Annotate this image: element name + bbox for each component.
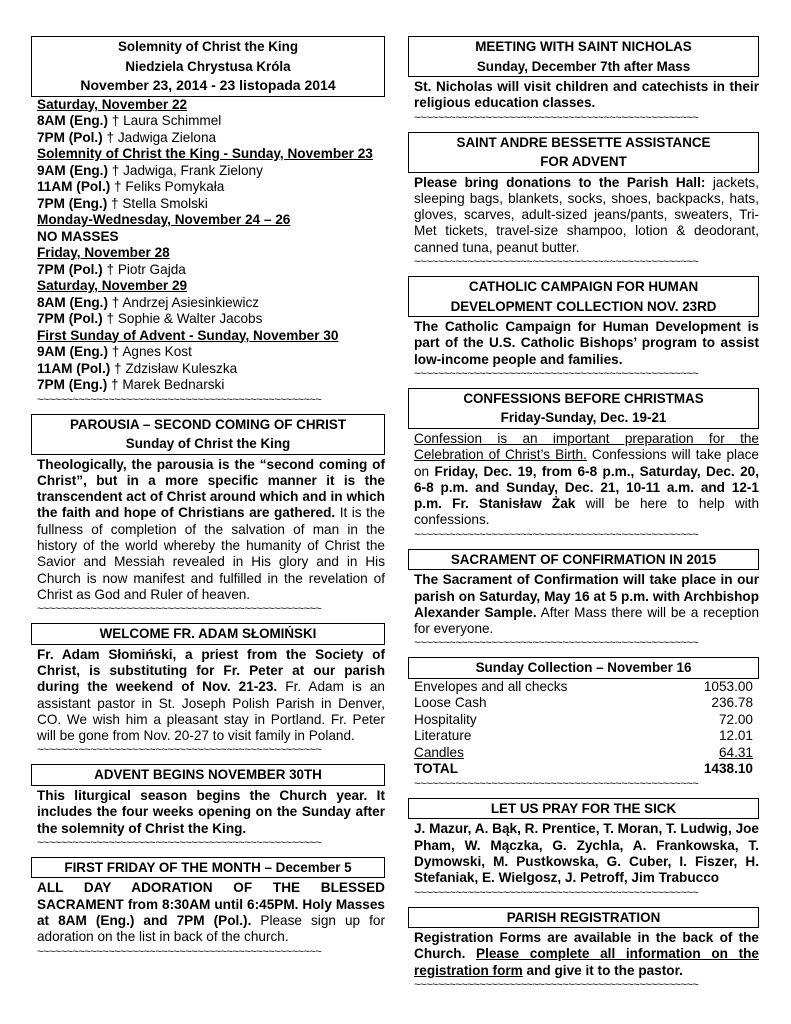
title-line-1: Solemnity of Christ the King [117,39,299,54]
nicholas-header [408,36,759,77]
schedule-day-heading: Monday-Wednesday, November 24 – 26 [37,212,291,227]
registration-bold-2: and give it to the pastor. [522,962,683,978]
mass-intention: † Jadwiga Zielona [102,129,217,145]
sick-bold: J. Mazur, A. Bąk, R. Prentice, T. Moran, T. Ludwig, Joe Pham, W. Mączka, G. Zychla, A. Frankowska, T. Dymowski, M. Pustkowska, G. Cuber, I. Fiszer, H. Stefaniak, E. Wielgosz, J. Petroff, Jim Trabucco [414,821,759,886]
schedule-mass [37,311,385,328]
confessions-bold: Friday, Dec. 19, from 6-8 p.m., Saturday, Dec. 20, 6-8 p.m. and Sunday, Dec. 21, 10-11 a.m. and 12-1 p.m. Fr. Stanisław Żak [414,463,760,512]
schedule-mass [37,295,385,312]
separator: ~~~~~~~~~~~~~~~~~~~~~~~~~~~~~~~~~~~~~~~~~~~~~~~~ [414,979,699,992]
registration-header [408,907,759,929]
parousia-text [37,457,385,604]
advent-header [31,764,385,786]
schedule-day-heading: First Sunday of Advent - Sunday, November 30 [37,327,339,343]
collection-row [408,728,759,745]
right-column [408,36,759,992]
title-line-3: November 23, 2014 - 23 listopada 2014 [80,77,336,93]
sick-header [408,798,759,820]
collection-total-label: TOTAL [414,761,459,777]
registration-bold-underlined: Please complete all information on the registration form [414,946,759,978]
collection-title: Sunday Collection – November 16 [475,660,692,676]
mass-intention: † Stella Smolski [107,195,208,211]
bessette-bold: Please bring donations to the Parish Hall: [414,174,706,190]
ccdh-text [414,319,759,368]
schedule-note: NO MASSES [37,228,119,244]
collection-amount: 1053.00 [703,678,753,694]
schedule-mass [37,377,385,394]
left-column [31,36,385,959]
schedule-day-heading: Saturday, November 29 [37,278,188,293]
separator: ~~~~~~~~~~~~~~~~~~~~~~~~~~~~~~~~~~~~~~~~~~~~~~~~ [414,637,699,650]
mass-time: 9AM (Eng.) [37,344,108,359]
parousia-normal: It is the fullness of completion of the salvation of man in the history of the world whereby the humanity of Christ the Savior and Messiah revealed in His glory and in His Church is now manifest and fulfilled in the revelation of Christ as God and Ruler of heaven. [37,505,385,602]
collection-label: Hospitality [414,711,477,727]
mass-time: 8AM (Eng.) [37,294,108,310]
collection-label: Loose Cash [414,695,487,711]
mass-time: 7PM (Pol.) [37,261,103,277]
nicholas-subtitle: Sunday, December 7th after Mass [476,58,691,74]
schedule-mass [37,179,385,196]
first-friday-bold: ALL DAY ADORATION OF THE BLESSED SACRAMENT from 8:30AM until 6:45PM. Holy Masses at 8AM (Eng.) and 7PM (Pol.). [37,880,385,928]
confessions-normal-2: will be here to help with confessions. [414,496,759,528]
collection-label: Envelopes and all checks [414,678,568,694]
confirmation-text [414,572,759,637]
ccdh-bold: The Catholic Campaign for Human Development is part of the U.S. Catholic Bishops’ program to assist low-income people and families. [414,319,759,367]
mass-intention: † Piotr Gajda [102,261,186,277]
ccdh-subtitle: DEVELOPMENT COLLECTION NOV. 23RD [450,298,717,314]
mass-intention: † Sophie & Walter Jacobs [102,311,263,326]
separator: ~~~~~~~~~~~~~~~~~~~~~~~~~~~~~~~~~~~~~~~~~~~~~~~~ [414,367,699,380]
registration-title: PARISH REGISTRATION [506,909,661,925]
schedule-mass [37,113,385,130]
separator: ~~~~~~~~~~~~~~~~~~~~~~~~~~~~~~~~~~~~~~~~~~~~~~~~ [37,393,322,406]
welcome-title: WELCOME FR. ADAM SŁOMIŃSKI [99,626,317,642]
welcome-header [31,623,385,645]
separator: ~~~~~~~~~~~~~~~~~~~~~~~~~~~~~~~~~~~~~~~~~~~~~~~~ [414,256,699,269]
mass-time: 11AM (Pol.) [37,360,111,376]
collection-row [408,679,759,696]
parousia-bold: Theologically, the parousia is the “second coming of Christ”, but in a more specific manner it is the transcendent act of Christ around which and in which the faith and hope of Christians are gathered. [37,456,385,521]
confessions-header [408,388,759,429]
confessions-subtitle: Friday-Sunday, Dec. 19-21 [500,410,667,426]
mass-intention: † Agnes Kost [107,344,192,359]
confirmation-bold: The Sacrament of Confirmation will take place in our parish on Saturday, May 16 at 5 p.m. with Archbishop Alexander Sample. [414,572,759,620]
collection-label: Literature [414,728,472,744]
registration-text [414,930,759,979]
bessette-subtitle: FOR ADVENT [540,154,627,170]
schedule-day-heading: Friday, November 28 [37,245,170,260]
separator: ~~~~~~~~~~~~~~~~~~~~~~~~~~~~~~~~~~~~~~~~~~~~~~~~ [414,528,699,541]
collection-row [408,712,759,729]
separator: ~~~~~~~~~~~~~~~~~~~~~~~~~~~~~~~~~~~~~~~~~~~~~~~~ [414,777,699,790]
mass-time: 7PM (Pol.) [37,311,103,326]
mass-intention: † Jadwiga, Frank Zielony [107,162,263,178]
bessette-text [414,175,759,256]
bessette-normal: jackets, sleeping bags, blankets, socks, shoes, backpacks, hats, gloves, scarves, adult-sized jeans/pants, sweaters, Tri-Met tickets, travel-size shampoo, lotion & deodorant, canned tuna, peanut butter. [414,174,759,255]
first-friday-normal: Please sign up for adoration on the list in back of the church. [37,912,385,945]
welcome-normal: Fr. Adam is an assistant pastor in St. Joseph Polish Parish in Denver, CO. We wish him a pleasant stay in Portland. Fr. Peter will be gone from Nov. 20-27 to visit family in Poland. [37,679,385,744]
parousia-title: PAROUSIA – SECOND COMING OF CHRIST [69,416,346,432]
collection-total-row [408,761,759,778]
collection-amount: 64.31 [718,744,753,760]
collection-amount: 72.00 [718,711,753,727]
confessions-normal-1: Confessions will take place on [414,447,759,479]
mass-intention: † Marek Bednarski [107,377,225,392]
first-friday-title: FIRST FRIDAY OF THE MONTH [64,859,261,875]
mass-time: 7PM (Pol.) [37,129,103,145]
registration-bold-1: Registration Forms are available in the back of the Church. [414,930,759,962]
mass-time: 11AM (Pol.) [37,179,111,194]
mass-time: 7PM (Eng.) [37,195,108,211]
mass-time: 9AM (Eng.) [37,162,108,178]
welcome-bold: Fr. Adam Słomiński, a priest from the Society of Christ, is substituting for Fr. Peter at our parish during the weekend of Nov. 21-23. [37,646,385,695]
mass-schedule [37,97,385,394]
confessions-underlined: Confession is an important preparation for the Celebration of Christ’s Birth. [414,430,759,463]
bessette-header [408,132,759,173]
mass-intention: † Andrzej Asiesinkiewicz [107,294,260,310]
separator: ~~~~~~~~~~~~~~~~~~~~~~~~~~~~~~~~~~~~~~~~~~~~~~~~ [414,886,699,899]
collection-amount: 12.01 [718,728,753,744]
sick-title: LET US PRAY FOR THE SICK [490,800,677,816]
advent-title: ADVENT BEGINS NOVEMBER 30TH [94,767,322,783]
first-friday-date: – December 5 [260,859,352,875]
ccdh-title: CATHOLIC CAMPAIGN FOR HUMAN [468,279,699,295]
collection-total-amount: 1438.10 [703,761,753,777]
confirmation-title: SACRAMENT OF CONFIRMATION IN 2015 [450,551,717,567]
advent-text [37,788,385,837]
parousia-header [31,414,385,455]
mass-time: 8AM (Eng.) [37,113,108,128]
ccdh-header [408,276,759,317]
separator: ~~~~~~~~~~~~~~~~~~~~~~~~~~~~~~~~~~~~~~~~~~~~~~~~ [414,111,699,124]
separator: ~~~~~~~~~~~~~~~~~~~~~~~~~~~~~~~~~~~~~~~~~~~~~~~~ [37,744,322,757]
schedule-mass [37,262,385,279]
first-friday-text [37,880,385,945]
schedule-mass [37,361,385,378]
confessions-title: CONFESSIONS BEFORE CHRISTMAS [463,390,704,406]
collection-row [408,745,759,762]
collection-header [408,657,759,679]
sick-text [414,821,759,886]
schedule-day-heading: Solemnity of Christ the King - Sunday, November 23 [37,146,373,161]
mass-intention: † Zdzisław Kuleszka [110,360,238,376]
parousia-subtitle: Sunday of Christ the King [125,436,291,451]
separator: ~~~~~~~~~~~~~~~~~~~~~~~~~~~~~~~~~~~~~~~~~~~~~~~~ [37,836,322,849]
schedule-mass [37,196,385,213]
schedule-day-heading: Saturday, November 22 [37,96,188,112]
schedule-mass [37,163,385,180]
first-friday-header [31,857,385,879]
welcome-text [37,647,385,745]
advent-bold: This liturgical season begins the Church year. It includes the four weeks opening on the Sunday after the solemnity of Christ the King. [37,787,385,836]
collection-row [408,695,759,712]
mass-time: 7PM (Eng.) [37,377,108,392]
confessions-text [414,431,759,529]
nicholas-text [414,79,759,112]
schedule-mass [37,130,385,147]
nicholas-title: MEETING WITH SAINT NICHOLAS [475,39,692,54]
schedule-mass [37,344,385,361]
collection-table [408,679,759,778]
confirmation-header [408,549,759,571]
title-line-2: Niedziela Chrystusa Króla [125,58,291,74]
nicholas-bold: St. Nicholas will visit children and catechists in their religious education classes. [414,79,759,111]
mass-intention: † Feliks Pomykała [110,179,225,194]
collection-amount: 236.78 [711,695,753,711]
collection-label: Candles [414,744,464,760]
mass-intention: † Laura Schimmel [107,113,222,128]
title-box [31,36,385,97]
separator: ~~~~~~~~~~~~~~~~~~~~~~~~~~~~~~~~~~~~~~~~~~~~~~~~ [37,603,322,616]
separator: ~~~~~~~~~~~~~~~~~~~~~~~~~~~~~~~~~~~~~~~~~~~~~~~~ [37,945,322,958]
bessette-title: SAINT ANDRE BESSETTE ASSISTANCE [456,134,711,150]
confirmation-normal: After Mass there will be a reception for everyone. [414,604,760,637]
